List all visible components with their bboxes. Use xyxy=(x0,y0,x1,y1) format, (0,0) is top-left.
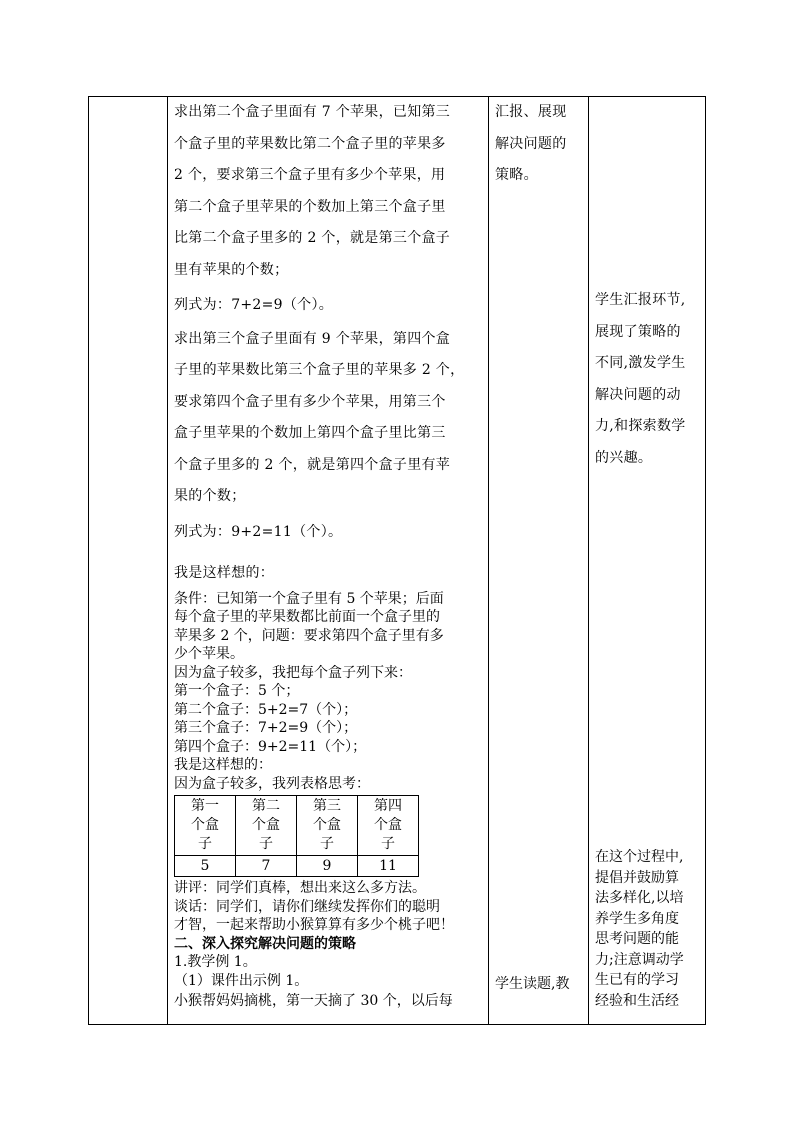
reasoning-paragraph-1: 求出第二个盒子里面有 7 个苹果，已知第三 个盒子里的苹果数比第二个盒子里的苹果多 2 个，要求第三个盒子里有多少个苹果，用 第二个盒子里苹果的个数加上第三个盒子里 比第二个盒子里多的 2 个，就是第三个盒子 里有苹果的个数； xyxy=(174,104,451,278)
formula-line-2: 列式为：9+2=11（个）。 xyxy=(174,523,343,540)
column-divider xyxy=(488,96,489,1025)
table-cell: 9 xyxy=(297,856,358,877)
notes-block-2: 在这个过程中, 提倡并鼓励算 法多样化,以培 养学生多角度 思考问题的能 力;注意调动学 生已有的学习 经验和生活经 xyxy=(595,849,684,1009)
strategy-heading: 我是这样想的： xyxy=(174,565,275,581)
example-text: 1.教学例 1。 （1）课件出示例 1。 小猴帮妈妈摘桃，第一天摘了 30 个，以后每 xyxy=(174,954,453,1009)
teaching-content-column xyxy=(174,96,486,1025)
table-cell: 5 xyxy=(175,856,236,877)
table-cell: 11 xyxy=(358,856,419,877)
table-header-cell: 第一 个盒 子 xyxy=(175,796,236,856)
activity-bottom-text: 学生读题,教 xyxy=(495,976,570,992)
table-header-cell: 第四 个盒 子 xyxy=(358,796,419,856)
student-activity-column: 汇报、展现 解决问题的 策略。 学生读题,教 xyxy=(495,104,570,992)
formula-line-1: 列式为：7+2=9（个）。 xyxy=(174,297,334,313)
table-header-cell: 第三 个盒 子 xyxy=(297,796,358,856)
column-divider xyxy=(588,96,589,1025)
column-divider xyxy=(167,96,168,1025)
design-notes-column xyxy=(595,96,701,1025)
table-header-row xyxy=(175,796,419,856)
reasoning-paragraph-2: 求出第三个盒子里面有 9 个苹果，第四个盒 子里的苹果数比第三个盒子里的苹果多 2 个， 要求第四个盒子里有多少个苹果，用第三个 盒子里苹果的个数加上第四个盒子里比第三 个盒子里多的 2 个，就是第四个盒子里有苹 果的个数； xyxy=(174,330,465,504)
table-header-cell: 第二 个盒 子 xyxy=(236,796,297,856)
table-cell: 7 xyxy=(236,856,297,877)
notes-block-1: 学生汇报环节, 展现了策略的 不同,激发学生 解决问题的动 力,和探索数学 的兴趣。 xyxy=(595,292,686,466)
after-table-text: 讲评：同学们真棒，想出来这么多方法。 谈话：同学们，请你们继续发挥你们的聪明 才智，一起来帮助小猴算算有多少个桃子吧！ xyxy=(174,880,454,933)
section-heading: 二、深入探究解决问题的策略 xyxy=(174,935,356,952)
table-row xyxy=(175,856,419,877)
strategy-list: 条件：已知第一个盒子里有 5 个苹果；后面 每个盒子里的苹果数都比前面一个盒子里的 苹果多 2 个，问题：要求第四个盒子里有多 少个苹果。 因为盒子较多，我把每个盒子列下来： 第一个盒子：5 个； 第二个盒子：5+2=7（个）； 第三个盒子：7+2=9（个）； 第四个盒子：9+2=11（个）； 我是这样想的： 因为盒子较多，我列表格思考： xyxy=(174,590,444,792)
box-count-table xyxy=(174,795,419,877)
